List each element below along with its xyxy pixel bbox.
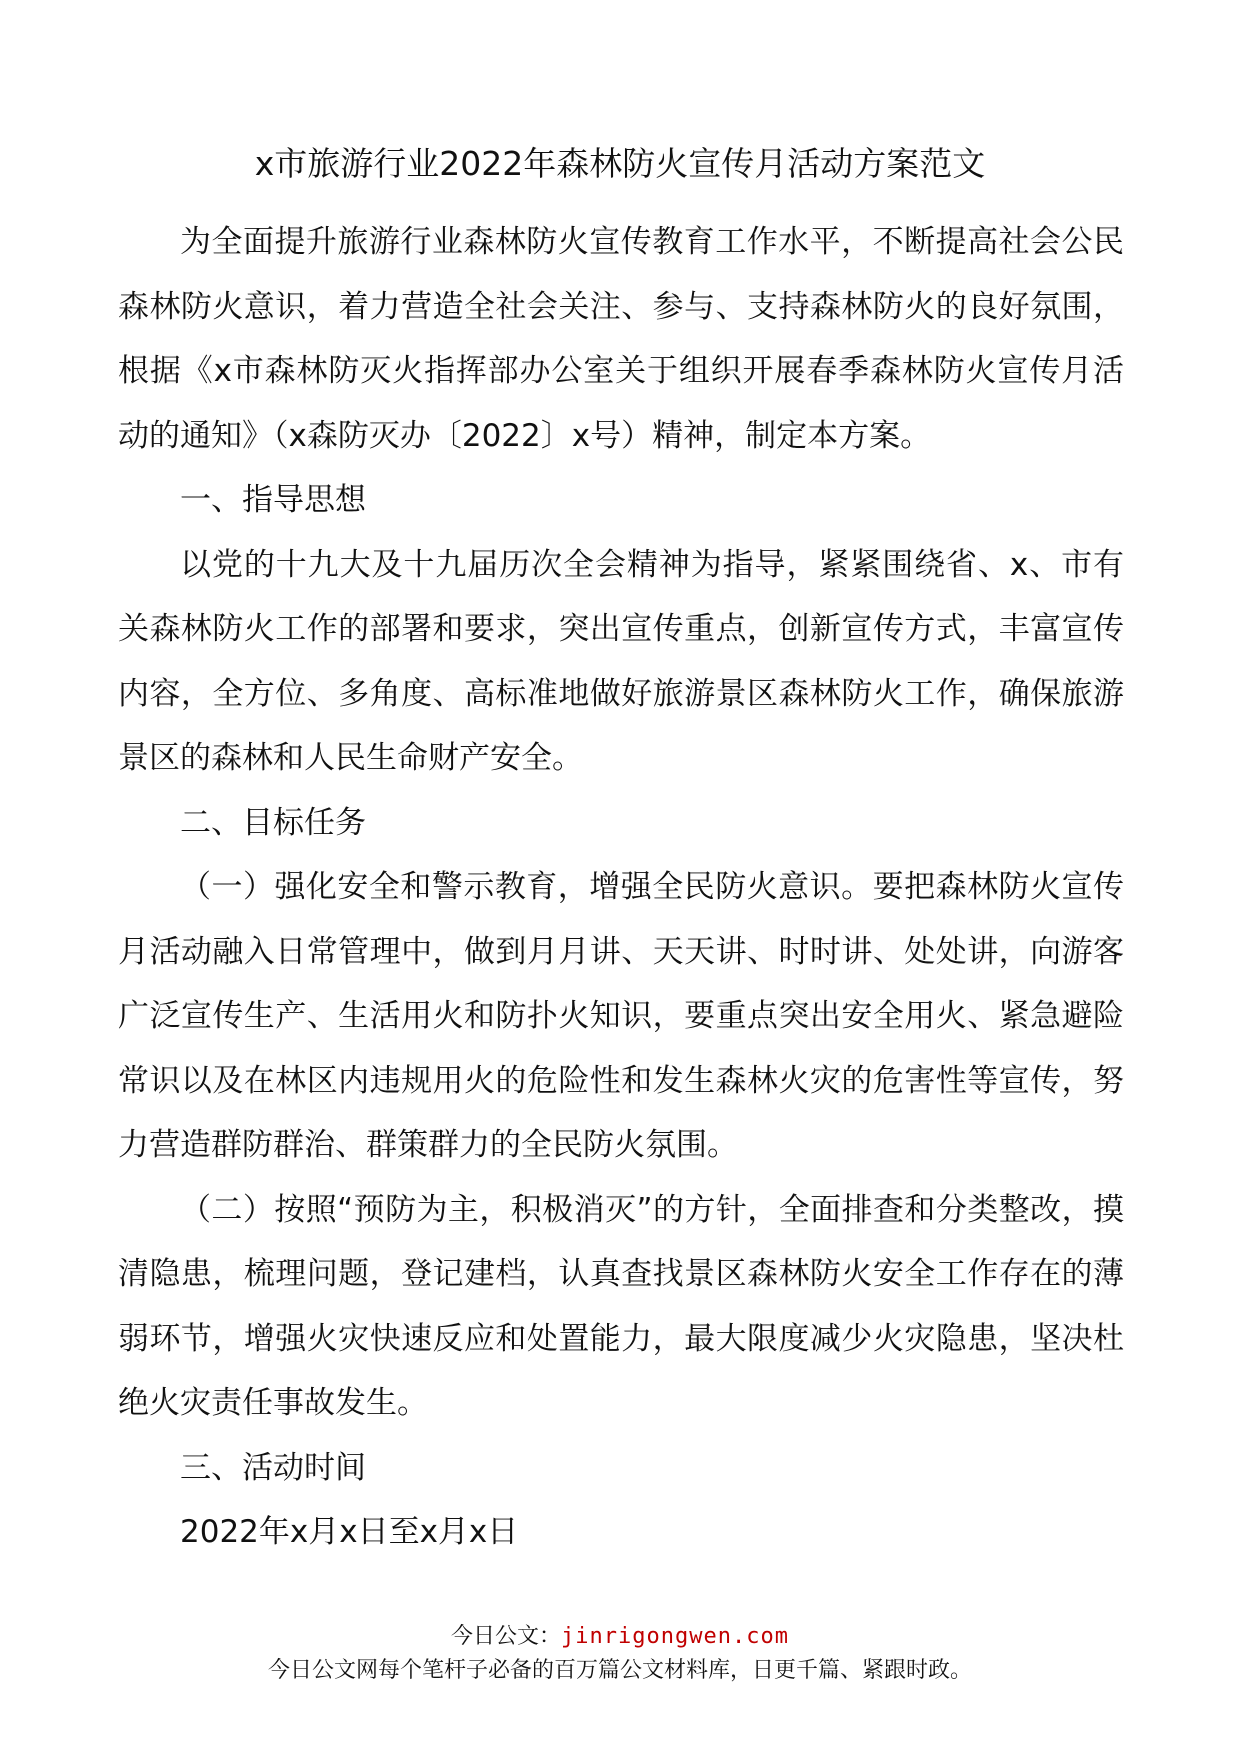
intro-paragraph: 为全面提升旅游行业森林防火宣传教育工作水平，不断提高社会公民森林防火意识，着力营造全社会关注、参与、支持森林防火的良好氛围，根据《x市森林防灭火指挥部办公室关于组织开展春季森林防火宣传月活动的通知》（x森防灭办〔2022〕x号）精神，制定本方案。 [118,224,1124,454]
document-body [118,210,1124,1565]
footer-site-label: 今日公文： [451,1624,562,1649]
section-heading-activity-time: 三、活动时间 [180,1449,366,1486]
footer-site-url[interactable]: jinrigongwen.com [561,1624,789,1649]
goal-item-2-paragraph: （二）按照“预防为主，积极消灭”的方针，全面排查和分类整改，摸清隐患，梳理问题，登记建档，认真查找景区森林防火安全工作存在的薄弱环节，增强火灾快速反应和处置能力，最大限度减少火灾隐患，坚决杜绝火灾责任事故发生。 [118,1191,1124,1421]
footer-tagline: 今日公文网每个笔杆子必备的百万篇公文材料库，日更千篇、紧跟时政。 [267,1658,972,1683]
document-title: x市旅游行业2022年森林防火宣传月活动方案范文 [254,144,986,183]
goal-item-1-paragraph: （一）强化安全和警示教育，增强全民防火意识。要把森林防火宣传月活动融入日常管理中，做到月月讲、天天讲、时时讲、处处讲，向游客广泛宣传生产、生活用火和防扑火知识，要重点突出安全用火、紧急避险常识以及在林区内违规用火的危险性和发生森林火灾的危害性等宣传，努力营造群防群治、群策群力的全民防火氛围。 [118,869,1124,1163]
footer-site-line [0,1622,1240,1652]
section-heading-goals: 二、目标任务 [180,804,366,841]
guiding-thought-paragraph: 以党的十九大及十九届历次全会精神为指导，紧紧围绕省、x、市有关森林防火工作的部署和要求，突出宣传重点，创新宣传方式，丰富宣传内容，全方位、多角度、高标准地做好旅游景区森林防火工作，确保旅游景区的森林和人民生命财产安全。 [118,546,1124,776]
activity-time-paragraph: 2022年x月x日至x月x日 [180,1514,519,1550]
section-heading-guiding-thought: 一、指导思想 [180,482,366,518]
